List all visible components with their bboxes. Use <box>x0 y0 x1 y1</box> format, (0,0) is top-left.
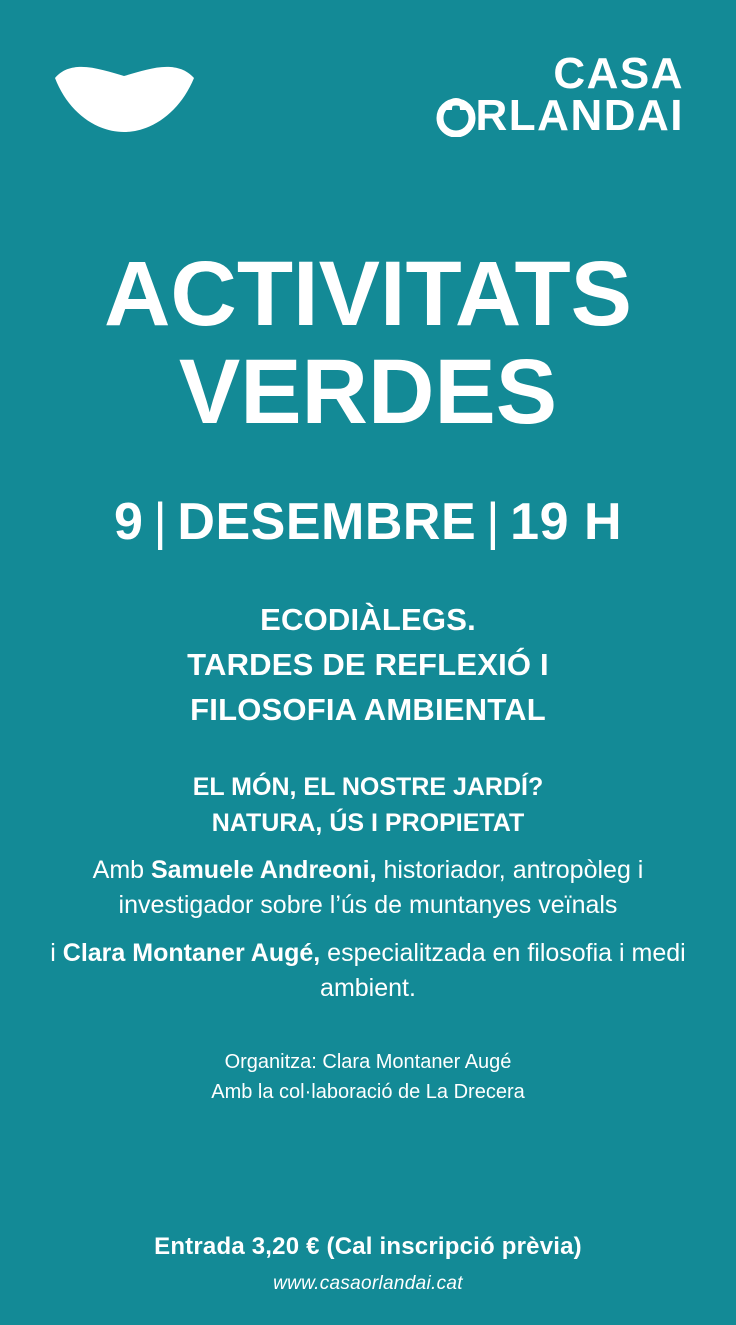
poster-footer <box>0 1233 736 1295</box>
circle-o-icon <box>436 95 476 137</box>
organizer-line2: Amb la col·laboració de La Drecera <box>211 1081 525 1104</box>
title-block <box>0 243 736 443</box>
brand-orlandai-text: RLANDAI <box>475 91 684 140</box>
speaker-second-prefix: i <box>50 939 63 968</box>
organizer-line1: Organitza: Clara Montaner Augé <box>224 1051 512 1074</box>
date-separator-1: | <box>153 492 168 551</box>
brand-wordmark <box>436 49 684 140</box>
subtitle-line3: FILOSOFIA AMBIENTAL <box>190 691 546 727</box>
event-day: 9 <box>113 492 144 551</box>
event-subtitle <box>0 598 736 733</box>
entry-price: Entrada 3,20 € (Cal inscripció prèvia) <box>154 1233 582 1260</box>
event-date <box>0 492 736 552</box>
lips-icon <box>52 56 197 134</box>
brand-line-casa: CASA <box>553 49 684 99</box>
poster-header <box>0 0 736 140</box>
session-line2: NATURA, ÚS I PROPIETAT <box>211 808 525 837</box>
session-line1: EL MÓN, EL NOSTRE JARDÍ? <box>192 773 544 802</box>
session-title <box>0 770 736 841</box>
speaker-first-name: Samuele Andreoni, <box>151 856 377 885</box>
page-title-line2: VERDES <box>178 340 558 443</box>
brand-line-orlandai <box>436 91 684 140</box>
event-time: 19 H <box>510 492 622 551</box>
speaker-second-desc: especialitzada en filosofia i medi ambient. <box>320 939 686 1002</box>
speaker-first-desc: historiador, antropòleg i investigador sobre l’ús de muntanyes veïnals <box>118 856 644 919</box>
speaker-second <box>0 936 736 1005</box>
speaker-first <box>0 853 736 922</box>
speaker-first-prefix: Amb <box>92 856 151 885</box>
page-title-line1: ACTIVITATS <box>103 243 633 345</box>
event-month: DESEMBRE <box>177 492 477 551</box>
subtitle-line1: ECODIÀLEGS. <box>260 601 476 637</box>
organizer-info <box>0 1047 736 1107</box>
subtitle-line2: TARDES DE REFLEXIÓ I <box>187 646 549 682</box>
speaker-second-name: Clara Montaner Augé, <box>62 939 321 968</box>
website-link[interactable]: www.casaorlandai.cat <box>273 1273 463 1294</box>
date-separator-2: | <box>486 492 501 551</box>
